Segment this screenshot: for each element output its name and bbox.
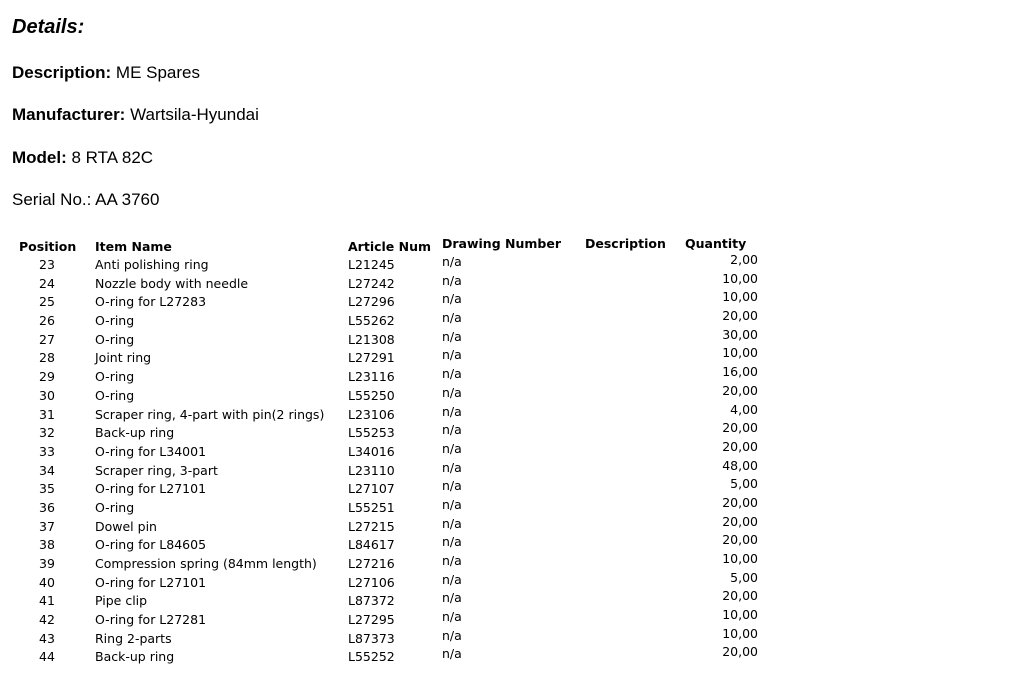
drawing-number-cell: n/a — [442, 384, 462, 400]
serial-number-field: Serial No.: AA 3760 — [12, 190, 160, 209]
article-number-cell: L23110 — [348, 462, 395, 478]
position-cell: 40 — [39, 574, 55, 590]
quantity-cell: 20,00 — [722, 513, 758, 529]
item-name-cell: O-ring for L27281 — [95, 612, 207, 628]
article-number-cell: L27106 — [348, 574, 395, 590]
item-name-cell: O-ring — [95, 313, 135, 329]
article-number-cell: L55252 — [348, 649, 395, 665]
quantity-cell: 20,00 — [722, 532, 758, 548]
quantity-cell: 20,00 — [722, 382, 758, 398]
quantity-cell: 2,00 — [730, 252, 758, 267]
drawing-number-cell: n/a — [442, 440, 462, 456]
item-name-cell: Back-up ring — [95, 649, 175, 665]
position-cell: 31 — [39, 406, 55, 422]
article-number-cell: L87373 — [348, 630, 395, 646]
quantity-cell: 20,00 — [722, 420, 758, 436]
model-label: Model: — [12, 148, 67, 167]
position-cell: 36 — [39, 499, 55, 515]
item-name-cell: Joint ring — [95, 350, 152, 366]
item-name-cell: O-ring for L34001 — [95, 443, 207, 459]
position-cell: 37 — [39, 518, 55, 534]
drawing-number-cell: n/a — [442, 590, 462, 606]
column-header-item-name: Item Name — [95, 239, 172, 254]
quantity-cell: 20,00 — [722, 494, 758, 510]
item-name-cell: Back-up ring — [95, 425, 175, 441]
drawing-number-cell: n/a — [442, 571, 462, 587]
drawing-number-cell: n/a — [442, 534, 462, 550]
drawing-number-cell: n/a — [442, 272, 462, 288]
position-cell: 43 — [39, 630, 55, 646]
table-body — [0, 252, 780, 666]
position-cell: 28 — [39, 350, 55, 366]
article-number-cell: L27291 — [348, 350, 395, 366]
item-name-cell: O-ring for L27101 — [95, 574, 207, 590]
model-field — [12, 148, 153, 168]
item-name-cell: O-ring for L84605 — [95, 537, 207, 553]
item-name-cell: Nozzle body with needle — [95, 275, 249, 291]
article-number-cell: L87372 — [348, 593, 395, 609]
item-name-cell: Pipe clip — [95, 593, 148, 609]
drawing-number-cell: n/a — [442, 646, 462, 662]
article-number-cell: L27216 — [348, 556, 395, 571]
article-number-cell: L23116 — [348, 369, 395, 385]
item-name-cell: Ring 2-parts — [95, 630, 172, 646]
item-name-cell: O-ring for L27101 — [95, 481, 207, 497]
item-name-cell: O-ring — [95, 387, 135, 403]
item-name-cell: Scraper ring, 4-part with pin(2 rings) — [95, 406, 325, 422]
drawing-number-cell: n/a — [442, 291, 462, 307]
drawing-number-cell: n/a — [442, 403, 462, 419]
manufacturer-label: Manufacturer: — [12, 105, 126, 124]
quantity-cell: 10,00 — [722, 607, 758, 623]
position-cell: 32 — [39, 425, 55, 441]
table-row — [0, 644, 780, 666]
article-number-cell: L55262 — [348, 313, 395, 329]
drawing-number-cell: n/a — [442, 328, 462, 344]
quantity-cell: 16,00 — [722, 364, 758, 380]
position-cell: 42 — [39, 612, 55, 628]
position-cell: 34 — [39, 462, 55, 478]
article-number-cell: L55251 — [348, 499, 395, 515]
position-cell: 35 — [39, 481, 55, 497]
spares-table — [0, 236, 780, 666]
article-number-cell: L27242 — [348, 275, 395, 291]
drawing-number-cell: n/a — [442, 609, 462, 625]
position-cell: 29 — [39, 369, 55, 385]
drawing-number-cell: n/a — [442, 496, 462, 512]
position-cell: 23 — [39, 257, 55, 272]
quantity-cell: 5,00 — [730, 476, 758, 492]
drawing-number-cell: n/a — [442, 478, 462, 494]
manufacturer-field — [12, 105, 259, 125]
item-name-cell: Compression spring (84mm length) — [95, 556, 317, 571]
drawing-number-cell: n/a — [442, 627, 462, 643]
drawing-number-cell: n/a — [442, 515, 462, 531]
quantity-cell: 20,00 — [722, 644, 758, 660]
description-field — [12, 63, 200, 83]
column-header-quantity: Quantity — [685, 236, 747, 251]
position-cell: 24 — [39, 275, 55, 291]
item-name-cell: Dowel pin — [95, 518, 157, 534]
drawing-number-cell: n/a — [442, 553, 462, 568]
article-number-cell: L21245 — [348, 257, 395, 272]
article-number-cell: L55253 — [348, 425, 395, 441]
item-name-cell: O-ring — [95, 499, 135, 515]
quantity-cell: 10,00 — [722, 345, 758, 361]
article-number-cell: L27296 — [348, 294, 395, 310]
quantity-cell: 20,00 — [722, 588, 758, 604]
quantity-cell: 5,00 — [730, 569, 758, 585]
position-cell: 41 — [39, 593, 55, 609]
description-label: Description: — [12, 63, 112, 82]
position-cell: 44 — [39, 649, 55, 665]
column-header-article-number: Article Num — [348, 239, 432, 254]
details-heading: Details: — [12, 16, 85, 38]
position-cell: 38 — [39, 537, 55, 553]
quantity-cell: 30,00 — [722, 326, 758, 342]
item-name-cell: O-ring for L27283 — [95, 294, 207, 310]
position-cell: 33 — [39, 443, 55, 459]
quantity-cell: 48,00 — [722, 457, 758, 473]
article-number-cell: L21308 — [348, 331, 395, 347]
item-name-cell: Scraper ring, 3-part — [95, 462, 218, 478]
item-name-cell: O-ring — [95, 369, 135, 385]
article-number-cell: L27215 — [348, 518, 395, 534]
article-number-cell: L27107 — [348, 481, 395, 497]
column-header-description: Description — [585, 236, 666, 251]
article-number-cell: L34016 — [348, 443, 395, 459]
manufacturer-value: Wartsila-Hyundai — [125, 105, 259, 124]
position-cell: 30 — [39, 387, 55, 403]
drawing-number-cell: n/a — [442, 366, 462, 382]
position-cell: 27 — [39, 331, 55, 347]
position-cell: 39 — [39, 556, 55, 571]
quantity-cell: 10,00 — [722, 289, 758, 305]
quantity-cell: 10,00 — [722, 625, 758, 641]
item-name-cell: Anti polishing ring — [95, 257, 209, 272]
column-header-position: Position — [19, 239, 77, 254]
quantity-cell: 4,00 — [730, 401, 758, 417]
quantity-cell: 20,00 — [722, 438, 758, 454]
drawing-number-cell: n/a — [442, 347, 462, 363]
drawing-number-cell: n/a — [442, 254, 462, 269]
model-value: 8 RTA 82C — [66, 148, 154, 167]
article-number-cell: L55250 — [348, 387, 395, 403]
item-name-cell: O-ring — [95, 331, 135, 347]
position-cell: 26 — [39, 313, 55, 329]
quantity-cell: 10,00 — [722, 551, 758, 566]
drawing-number-cell: n/a — [442, 422, 462, 438]
column-header-drawing-number: Drawing Number — [442, 236, 561, 251]
quantity-cell: 10,00 — [722, 270, 758, 286]
drawing-number-cell: n/a — [442, 459, 462, 475]
position-cell: 25 — [39, 294, 55, 310]
description-value: ME Spares — [111, 63, 200, 82]
quantity-cell: 20,00 — [722, 308, 758, 324]
article-number-cell: L27295 — [348, 612, 395, 628]
article-number-cell: L23106 — [348, 406, 395, 422]
article-number-cell: L84617 — [348, 537, 395, 553]
drawing-number-cell: n/a — [442, 310, 462, 326]
